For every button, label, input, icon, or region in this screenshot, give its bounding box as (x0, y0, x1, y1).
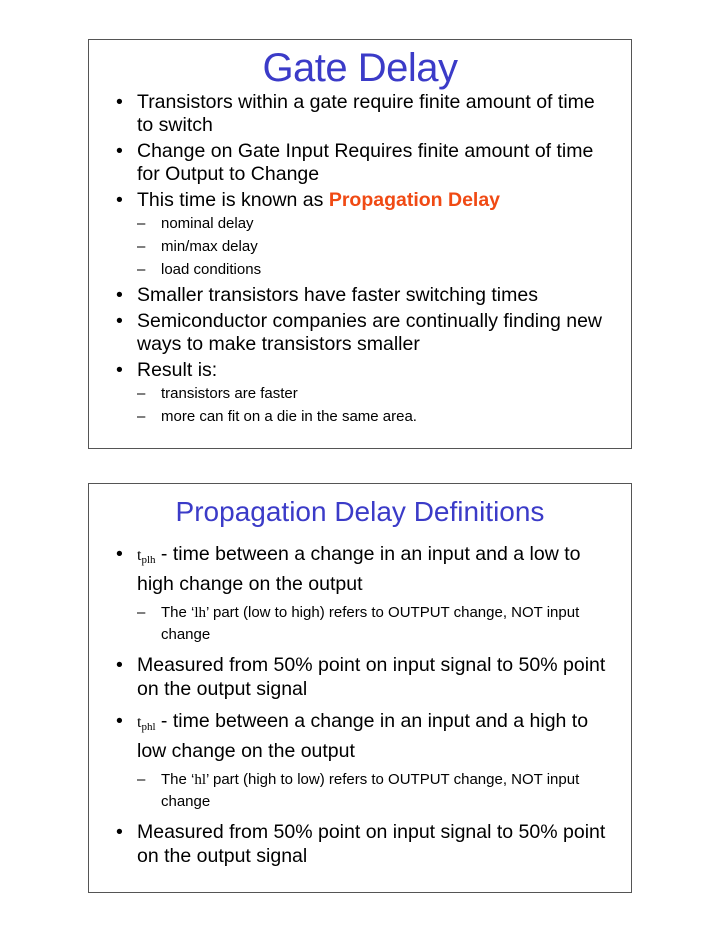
sub-bullet-list (137, 382, 615, 428)
bullet-text: - time between a change in an input and a low to high change on the output (137, 543, 581, 595)
bullet-item (89, 189, 631, 281)
bullet-text: Measured from 50% point on input signal to 50% point on the output signal (137, 821, 606, 867)
bullet-text: This time is known as (137, 189, 329, 211)
slide-title: Gate Delay (262, 46, 458, 90)
sub-bullet-item: – load conditions (137, 258, 615, 281)
note-text: The ‘ (161, 771, 195, 788)
bullet-text: Change on Gate Input Requires finite amount of time for Output to Change (137, 140, 594, 185)
bullet-item (89, 820, 631, 868)
bullet-list (89, 91, 631, 428)
bullet-item (89, 140, 631, 186)
highlight-term: Propagation Delay (328, 189, 501, 211)
note-text: The ‘ (161, 604, 195, 621)
bullet-text: - time between a change in an input and a high to low change on the output (137, 710, 589, 762)
note-text: ’ part (low to high) refers to OUTPUT change, NOT input change (161, 604, 580, 643)
sub-bullet-list (137, 602, 615, 645)
sub-bullet-item (137, 602, 615, 645)
slide-propagation-delay-definitions (88, 483, 632, 893)
sub-bullet-item: – transistors are faster (137, 382, 615, 405)
slide-gate-delay (88, 39, 632, 449)
slide-title: Propagation Delay Definitions (175, 496, 545, 527)
bullet-text: Semiconductor companies are continually finding new ways to make transistors smaller (137, 310, 603, 355)
note-text: ’ part (high to low) refers to OUTPUT change, NOT input change (161, 771, 580, 810)
note-code: lh (194, 605, 207, 621)
bullet-text: Result is: (137, 359, 218, 381)
bullet-item (89, 359, 631, 428)
symbol-subscript: plh (141, 554, 156, 566)
bullet-text: Measured from 50% point on input signal to 50% point on the output signal (137, 654, 606, 700)
bullet-item (89, 91, 631, 137)
note-code: hl (194, 772, 207, 788)
sub-bullet-item: – more can fit on a die in the same area. (137, 405, 615, 428)
bullet-item (89, 284, 631, 307)
bullet-item (89, 542, 631, 645)
bullet-text: Smaller transistors have faster switching times (137, 284, 538, 306)
sub-bullet-list (137, 769, 615, 812)
symbol-subscript: phl (141, 721, 156, 733)
bullet-item (89, 709, 631, 812)
bullet-item (89, 653, 631, 701)
bullet-item (89, 310, 631, 356)
bullet-list (89, 542, 631, 868)
sub-bullet-item: – min/max delay (137, 235, 615, 258)
symbol-t: t (137, 714, 142, 731)
bullet-text: Transistors within a gate require finite amount of time to switch (137, 91, 595, 136)
sub-bullet-item: – nominal delay (137, 212, 615, 235)
sub-bullet-list (137, 212, 615, 281)
sub-bullet-item (137, 769, 615, 812)
symbol-t: t (137, 547, 142, 564)
